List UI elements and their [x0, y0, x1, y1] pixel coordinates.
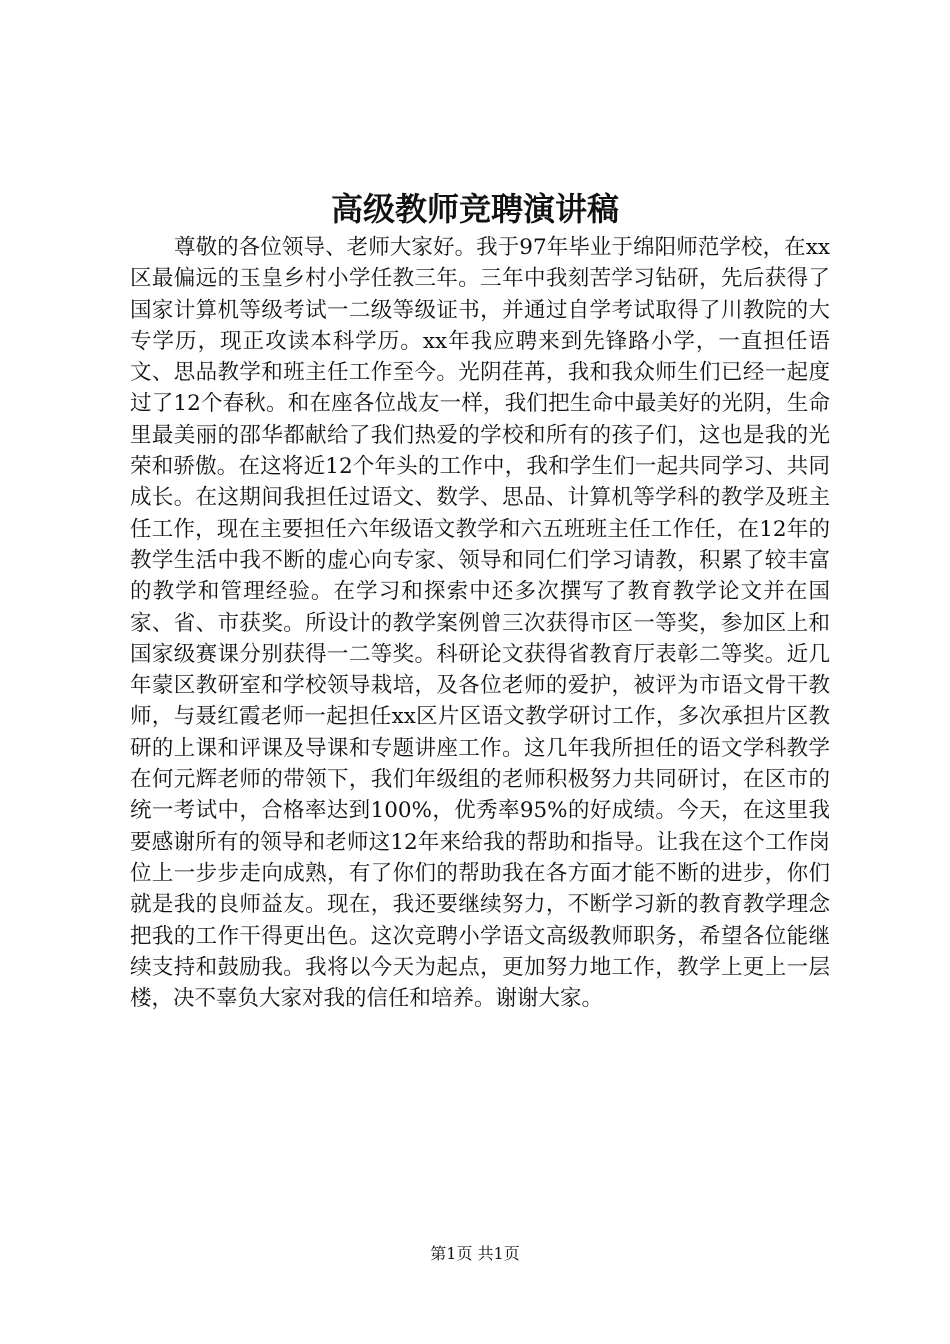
document-title: 高级教师竞聘演讲稿	[330, 190, 619, 228]
document-body: 尊敬的各位领导、老师大家好。我于97年毕业于绵阳师范学校，在xx区最偏远的玉皇乡村小学任教三年。三年中我刻苦学习钻研，先后获得了国家计算机等级考试一二级等级证书，并通过自学考试取得了川教院的大专学历，现正攻读本科学历。xx年我应聘来到先锋路小学，一直担任语文、思品教学和班主任工作至今。光阴荏苒，我和我众师生们已经一起度过了12个春秋。和在座各位战友一样，我们把生命中最美好的光阴，生命里最美丽的邵华都献给了我们热爱的学校和所有的孩子们，这也是我的光荣和骄傲。在这将近12个年头的工作中，我和学生们一起共同学习、共同成长。在这期间我担任过语文、数学、思品、计算机等学科的教学及班主任工作，现在主要担任六年级语文教学和六五班班主任工作任，在12年的教学生活中我不断的虚心向专家、领导和同仁们学习请教，积累了较丰富的教学和管理经验。在学习和探索中还多次撰写了教育教学论文并在国家、省、市获奖。所设计的教学案例曾三次获得市区一等奖，参加区上和国家级赛课分别获得一二等奖。科研论文获得省教育厅表彰二等奖。近几年蒙区教研室和学校领导栽培，及各位老师的爱护，被评为市语文骨干教师，与聂红霞老师一起担任xx区片区语文教学研讨工作，多次承担片区教研的上课和评课及导课和专题讲座工作。这几年我所担任的语文学科教学在何元辉老师的带领下，我们年级组的老师积极努力共同研讨，在区市的统一考试中，合格率达到100%，优秀率95%的好成绩。今天，在这里我要感谢所有的领导和老师这12年来给我的帮助和指导。让我在这个工作岗位上一步步走向成熟，有了你们的帮助我在各方面才能不断的进步，你们就是我的良师益友。现在，我还要继续努力，不断学习新的教育教学理念把我的工作干得更出色。这次竞聘小学语文高级教师职务，希望各位能继续支持和鼓励我。我将以今天为起点，更加努力地工作，教学上更上一层楼，决不辜负大家对我的信任和培养。谢谢大家。	[130, 235, 830, 1012]
page-footer: 第1页 共1页	[430, 1244, 520, 1263]
